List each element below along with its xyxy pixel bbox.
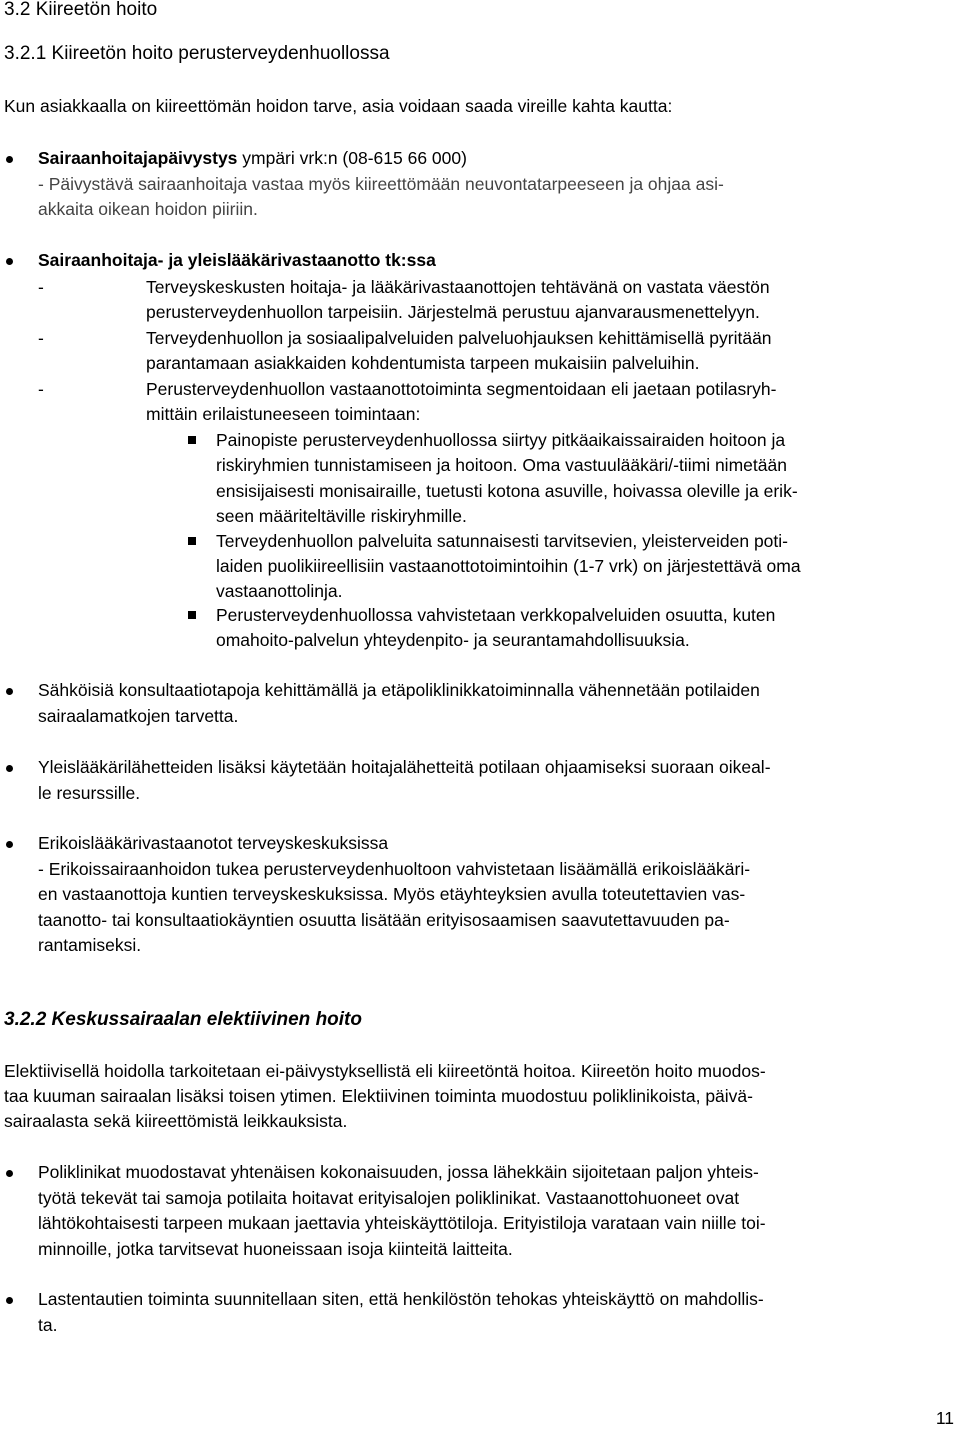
bullet-5-line-5: rantamiseksi. bbox=[38, 935, 142, 955]
square-item-3-line-2: omahoito-palvelun yhteydenpito- ja seurantamahdollisuuksia. bbox=[216, 630, 690, 650]
bullet-3-line-1: Sähköisiä konsultaatiotapoja kehittämällä ja etäpoliklinikkatoiminnalla vähennetään potilaiden bbox=[38, 680, 760, 700]
bullet-5-line-3: en vastaanottoja kuntien terveyskeskuksissa. Myös etäyhteyksien avulla toteutettavien vas- bbox=[38, 884, 746, 904]
bullet-1-title: Sairaanhoitajapäivystys bbox=[38, 148, 238, 168]
bullet-6-line-1: Poliklinikat muodostavat yhtenäisen kokonaisuuden, jossa lähekkäin sijoitetaan paljon yhteis- bbox=[38, 1162, 759, 1182]
square-bullet-icon bbox=[188, 436, 196, 444]
paragraph-2-line-3: sairaalasta sekä kiireettömistä leikkauksista. bbox=[4, 1111, 348, 1131]
dash-icon: - bbox=[38, 328, 44, 348]
bullet-7-line-2: ta. bbox=[38, 1315, 58, 1335]
bullet-2-dash-1-line-2: perusterveydenhuollon tarpeisiin. Järjestelmä perustuu ajanvarausmenettelyyn. bbox=[146, 302, 760, 322]
bullet-5-line-2: - Erikoissairaanhoidon tukea perusterveydenhuoltoon vahvistetaan lisäämällä erikoislääkäri- bbox=[38, 859, 751, 879]
bullet-4-line-2: le resurssille. bbox=[38, 783, 141, 803]
dash-icon: - bbox=[38, 277, 44, 297]
bullet-1-line-1 bbox=[38, 150, 467, 168]
bullet-icon bbox=[6, 841, 13, 848]
bullet-6-line-2: työtä tekevät tai samoja potilaita hoitavat erityisalojen poliklinikat. Vastaanottohuoneet ovat bbox=[38, 1188, 740, 1208]
bullet-3-line-2: sairaalamatkojen tarvetta. bbox=[38, 706, 239, 726]
bullet-5-line-1: Erikoislääkärivastaanotot terveyskeskuksissa bbox=[38, 833, 389, 853]
square-item-2-line-2: laiden puolikiireellisiin vastaanottotoimintoihin (1-7 vrk) on järjestettävä oma bbox=[216, 556, 801, 576]
dash-icon: - bbox=[38, 379, 44, 399]
bullet-2-dash-3-line-1: Perusterveydenhuollon vastaanottotoiminta segmentoidaan eli jaetaan potilasryh- bbox=[146, 379, 777, 399]
square-item-1-line-2: riskiryhmien tunnistamiseen ja hoitoon. Oma vastuulääkäri/-tiimi nimetään bbox=[216, 455, 787, 475]
bullet-2-dash-3-line-2: mittäin erilaistuneeseen toimintaan: bbox=[146, 404, 421, 424]
bullet-1-line-2: - Päivystävä sairaanhoitaja vastaa myös kiireettömään neuvontatarpeeseen ja ohjaa asi- bbox=[38, 174, 724, 194]
bullet-icon bbox=[6, 1297, 13, 1304]
bullet-icon bbox=[6, 258, 13, 265]
paragraph-2-line-2: taa kuuman sairaalan lisäksi toisen ytimen. Elektiivinen toiminta muodostuu poliklinikoista, päivä- bbox=[4, 1086, 753, 1106]
bullet-7-line-1: Lastentautien toiminta suunnitellaan siten, että henkilöstön tehokas yhteiskäyttö on mahdollis- bbox=[38, 1289, 764, 1309]
bullet-2-title: Sairaanhoitaja- ja yleislääkärivastaanotto tk:ssa bbox=[38, 250, 436, 270]
square-item-3-line-1: Perusterveydenhuollossa vahvistetaan verkkopalveluiden osuutta, kuten bbox=[216, 605, 776, 625]
paragraph-2-line-1: Elektiivisellä hoidolla tarkoitetaan ei-päivystyksellistä eli kiireetöntä hoitoa. Kiireetön hoito muodos- bbox=[4, 1061, 766, 1081]
bullet-6-line-3: lähtökohtaisesti tarpeen mukaan jaettavia yhteiskäyttötiloja. Erityistiloja varataan vain niille toi- bbox=[38, 1213, 766, 1233]
square-item-1-line-1: Painopiste perusterveydenhuollossa siirtyy pitkäaikaissairaiden hoitoon ja bbox=[216, 430, 786, 450]
bullet-6-line-4: minnoille, jotka tarvitsevat huoneissaan isoja kiinteitä laitteita. bbox=[38, 1239, 513, 1259]
bullet-1-line-3: akkaita oikean hoidon piiriin. bbox=[38, 199, 258, 219]
square-item-1-line-4: seen määriteltäville riskiryhmille. bbox=[216, 506, 467, 526]
page-number: 11 bbox=[935, 1408, 954, 1428]
square-item-2-line-1: Terveydenhuollon palveluita satunnaisesti tarvitsevien, yleisterveiden poti- bbox=[216, 531, 788, 551]
square-item-1-line-3: ensisijaisesti monisairaille, tuetusti kotona asuville, hoivassa oleville ja erik- bbox=[216, 481, 798, 501]
subsection-heading-1: 3.2.1 Kiireetön hoito perusterveydenhuollossa bbox=[4, 43, 390, 64]
square-item-2-line-3: vastaanottolinja. bbox=[216, 581, 343, 601]
subsection-heading-2: 3.2.2 Keskussairaalan elektiivinen hoito bbox=[4, 1009, 362, 1030]
square-bullet-icon bbox=[188, 537, 196, 545]
bullet-2-dash-2-line-2: parantamaan asiakkaiden kohdentumista tarpeen mukaisiin palveluihin. bbox=[146, 353, 700, 373]
intro-paragraph: Kun asiakkaalla on kiireettömän hoidon tarve, asia voidaan saada vireille kahta kautta: bbox=[4, 96, 673, 116]
bullet-2-dash-2-line-1: Terveydenhuollon ja sosiaalipalveluiden palveluohjauksen kehittämisellä pyritään bbox=[146, 328, 772, 348]
bullet-4-line-1: Yleislääkärilähetteiden lisäksi käytetään hoitajalähetteitä potilaan ohjaamiseksi suoraan oikeal- bbox=[38, 757, 771, 777]
square-bullet-icon bbox=[188, 611, 196, 619]
bullet-icon bbox=[6, 156, 13, 163]
bullet-icon bbox=[6, 1170, 13, 1177]
bullet-icon bbox=[6, 765, 13, 772]
bullet-icon bbox=[6, 688, 13, 695]
bullet-1-phone: ympäri vrk:n (08-615 66 000) bbox=[237, 148, 467, 168]
bullet-2-dash-1-line-1: Terveyskeskusten hoitaja- ja lääkärivastaanottojen tehtävänä on vastata väestön bbox=[146, 277, 770, 297]
section-heading: 3.2 Kiireetön hoito bbox=[4, 0, 158, 20]
bullet-5-line-4: taanotto- tai konsultaatiokäyntien osuutta lisätään erityisosaamisen saavutettavuuden pa- bbox=[38, 910, 730, 930]
